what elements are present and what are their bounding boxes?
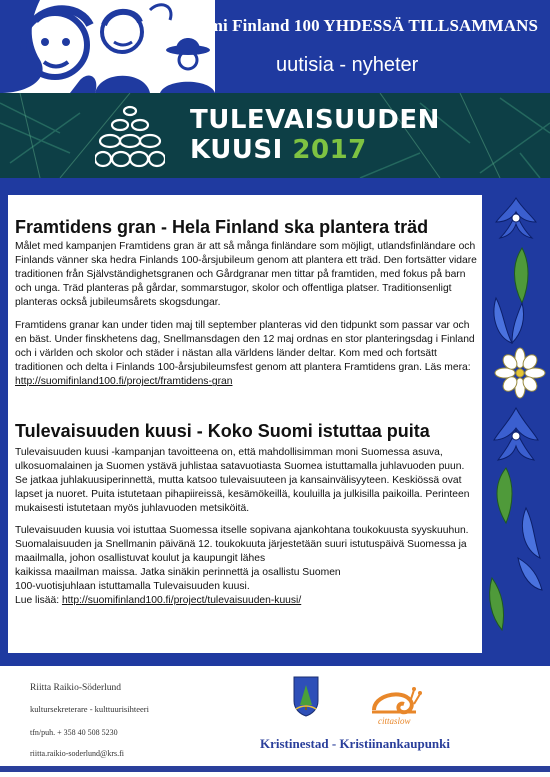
article1-paragraph1: Målet med kampanjen Framtidens gran är att så många finländare som möjligt, utlandsfinländare och Finlands vänner ska hedra Finlands 100-årsjubileum genom att plantera ett träd. Den fortsätter vidare traditionen från Självständighetsgranen och Gårdgranar men tittar på framtiden, med fokus på barn och unga. Träd planteras på gårdar, sommarstugor, skolor och offentliga platser. Traditionsenligt planteras också jubileumsårets skogsdungar. — [15, 241, 477, 309]
campaign-logo-icon — [95, 103, 165, 171]
article2-paragraph1: Tulevaisuuden kuusi -kampanjan tavoitteena on, että mahdollisimman moni Suomessa asuva, ulkosuomalainen ja Suomen ystävä juhlistaa satavuotiasta Suomea istuttamalla juhlavuoden puun. Se jatkaa juhlakuusiperinnettä, mutta katsoo tulevaisuuteen ja kansainvälisyyteen. Keskiössä ovat lapset ja nuoret. Puita istutetaan pihapiireissä, kesämökeillä, kouluilla ja julkisilla paikoilla. Perinteen mukaisesti istutetaan myös juhlavuoden metsiköitä. — [15, 447, 470, 515]
article2-paragraph2-line1: Tulevaisuuden kuusia voi istuttaa Suomessa itselle sopivana ajankohtana toukokuusta syyskuuhun. Suomalaisuuden ja Snellmanin päivänä 12. toukokuuta järjestetään suuri istutuspäivä Suomessa ja maailmalla, johon osallistuvat koulut ja kaupungit lähes — [15, 525, 469, 565]
article2-title: Tulevaisuuden kuusi - Koko Suomi istuttaa puita — [15, 421, 430, 441]
contact-email[interactable]: riitta.raikio-soderlund@krs.fi — [30, 749, 125, 758]
banner-year: 2017 — [292, 135, 367, 165]
banner-title-line2 — [190, 135, 440, 165]
article2-paragraph2-line2: kaikissa maailman maissa. Jatka sinäkin perinnettä ja osallistu Suomen — [15, 567, 341, 579]
article2-paragraph2-line3: 100-vuotisjuhlaan istuttamalla Tulevaisuuden kuusi. — [15, 581, 250, 593]
footer-city: Kristinestad - Kristiinankaupunki — [260, 736, 450, 751]
article2-link[interactable]: http://suomifinland100.fi/project/tulevaisuuden-kuusi/ — [61, 595, 302, 607]
article1-title: Framtidens gran - Hela Finland ska plantera träd — [15, 217, 429, 237]
header-title: Suomi Finland 100 YHDESSÄ TILLSAMMANS — [180, 16, 538, 35]
header — [0, 0, 550, 93]
campaign-banner — [0, 93, 550, 178]
flower-decoration-icon — [482, 178, 550, 666]
article2-paragraph2 — [15, 524, 477, 609]
header-subtitle: uutisia - nyheter — [276, 54, 419, 76]
article1-paragraph2-text: Framtidens granar kan under tiden maj till september planteras vid den tidpunkt som passar var och en bäst. Under finskhetens dag, Snellmansdagen den 12 maj ordnas en stor planteringsdag i Finland och i världen och skolor och städer i nästan alla världens länder deltar. Kom med och fortsätt traditionen och delta i Finlands 100-årsjubileumsfest genom att plantera Framtidens gran. Läs mera: — [15, 320, 475, 374]
cittaslow-snail-logo-icon — [370, 682, 426, 726]
coat-of-arms-icon — [292, 675, 320, 717]
contact-signature — [30, 683, 149, 758]
article1-paragraph2 — [15, 319, 477, 389]
contact-name: Riitta Raikio-Söderlund — [30, 683, 122, 693]
article2-read-more-label: Lue lisää: — [15, 595, 62, 607]
contact-role: kultursekreterare - kulttuurisihteeri — [30, 704, 149, 714]
contact-phone: tfn/puh. + 358 40 508 5230 — [30, 728, 118, 737]
banner-title-kuusi: KUUSI — [190, 135, 283, 165]
banner-title-line1: TULEVAISUUDEN — [190, 105, 440, 135]
footer-divider — [0, 766, 550, 772]
banner-title — [190, 105, 440, 165]
article1-link[interactable]: http://suomifinland100.fi/project/framtidens-gran — [15, 376, 233, 388]
header-illustration — [0, 0, 215, 93]
cittaslow-text: cittaslow — [378, 716, 411, 726]
